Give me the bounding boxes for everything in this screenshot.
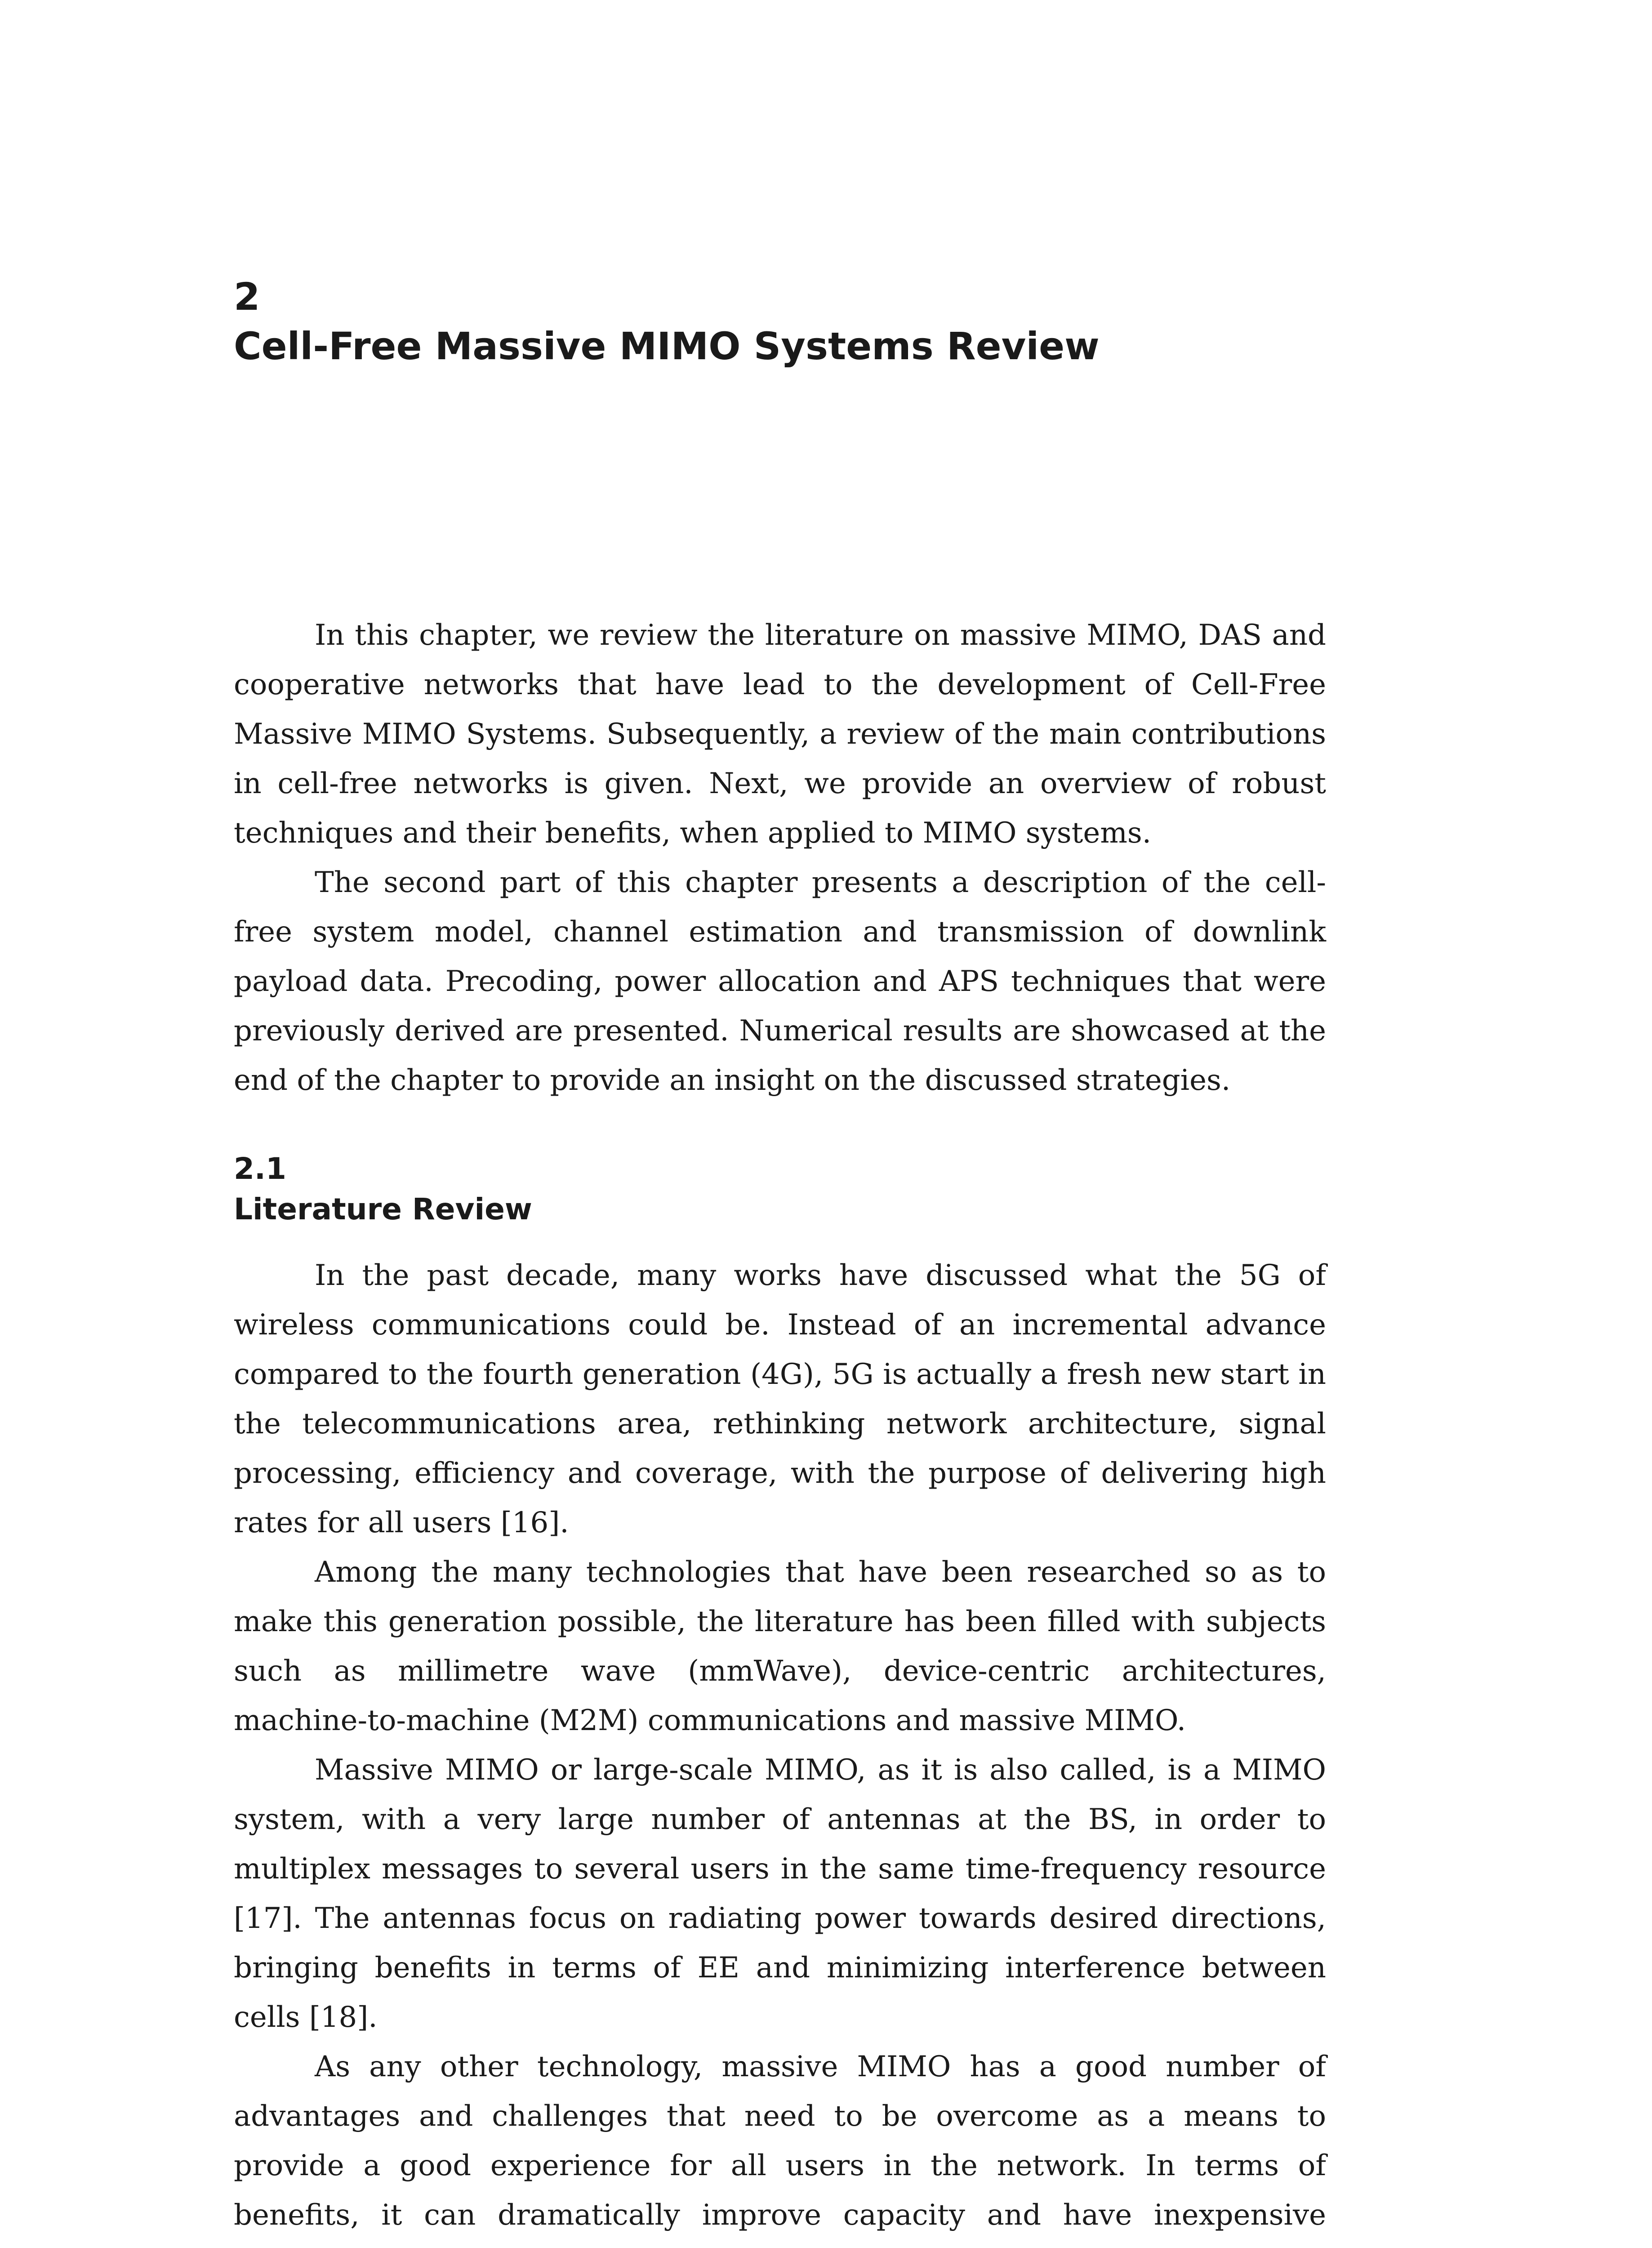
section-number: 2.1 bbox=[234, 1151, 286, 1186]
section-paragraph: Among the many technologies that have been researched so as to make this generation possible, the literature has been filled with subjects such as millimetre wave (mmWave), device-centric architectures, machine-to-machine (M2M) communications and massive MIMO. bbox=[234, 1556, 1326, 1737]
section-paragraph: Massive MIMO or large-scale MIMO, as it is also called, is a MIMO system, with a very large number of antennas at the BS, in order to multiplex messages to several users in the same time-frequency resource [17]. The antennas focus on radiating power towards desired directions, bringing benefits in terms of EE and minimizing interference between cells [18]. bbox=[234, 1753, 1326, 2034]
intro-paragraph: In this chapter, we review the literature on massive MIMO, DAS and cooperative networks that have lead to the development of Cell-Free Massive MIMO Systems. Subsequently, a review of the main contributions in cell-free networks is given. Next, we provide an overview of robust techniques and their benefits, when applied to MIMO systems. bbox=[234, 619, 1326, 850]
section-title: Literature Review bbox=[234, 1192, 532, 1227]
chapter-intro bbox=[234, 611, 1326, 1105]
section-body bbox=[234, 1251, 1326, 2248]
chapter-title: Cell-Free Massive MIMO Systems Review bbox=[234, 324, 1100, 368]
intro-paragraph: The second part of this chapter presents a description of the cell-free system model, channel estimation and transmission of downlink payload data. Precoding, power allocation and APS techniques that were previously derived are presented. Numerical results are showcased at the end of the chapter to provide an insight on the discussed strategies. bbox=[234, 866, 1326, 1097]
section-paragraph: In the past decade, many works have discussed what the 5G of wireless communications could be. Instead of an incremental advance compared to the fourth generation (4G), 5G is actually a fresh new start in the telecommunications area, rethinking network architecture, signal processing, efficiency and coverage, with the purpose of delivering high rates for all users [16]. bbox=[234, 1259, 1326, 1539]
chapter-number: 2 bbox=[234, 275, 260, 319]
section-paragraph: As any other technology, massive MIMO has a good number of advantages and challenges that need to be overcome as a means to provide a good experience for all users in the network. In terms of benefits, it can dramatically improve capacity and have inexpensive bbox=[234, 2050, 1326, 2232]
